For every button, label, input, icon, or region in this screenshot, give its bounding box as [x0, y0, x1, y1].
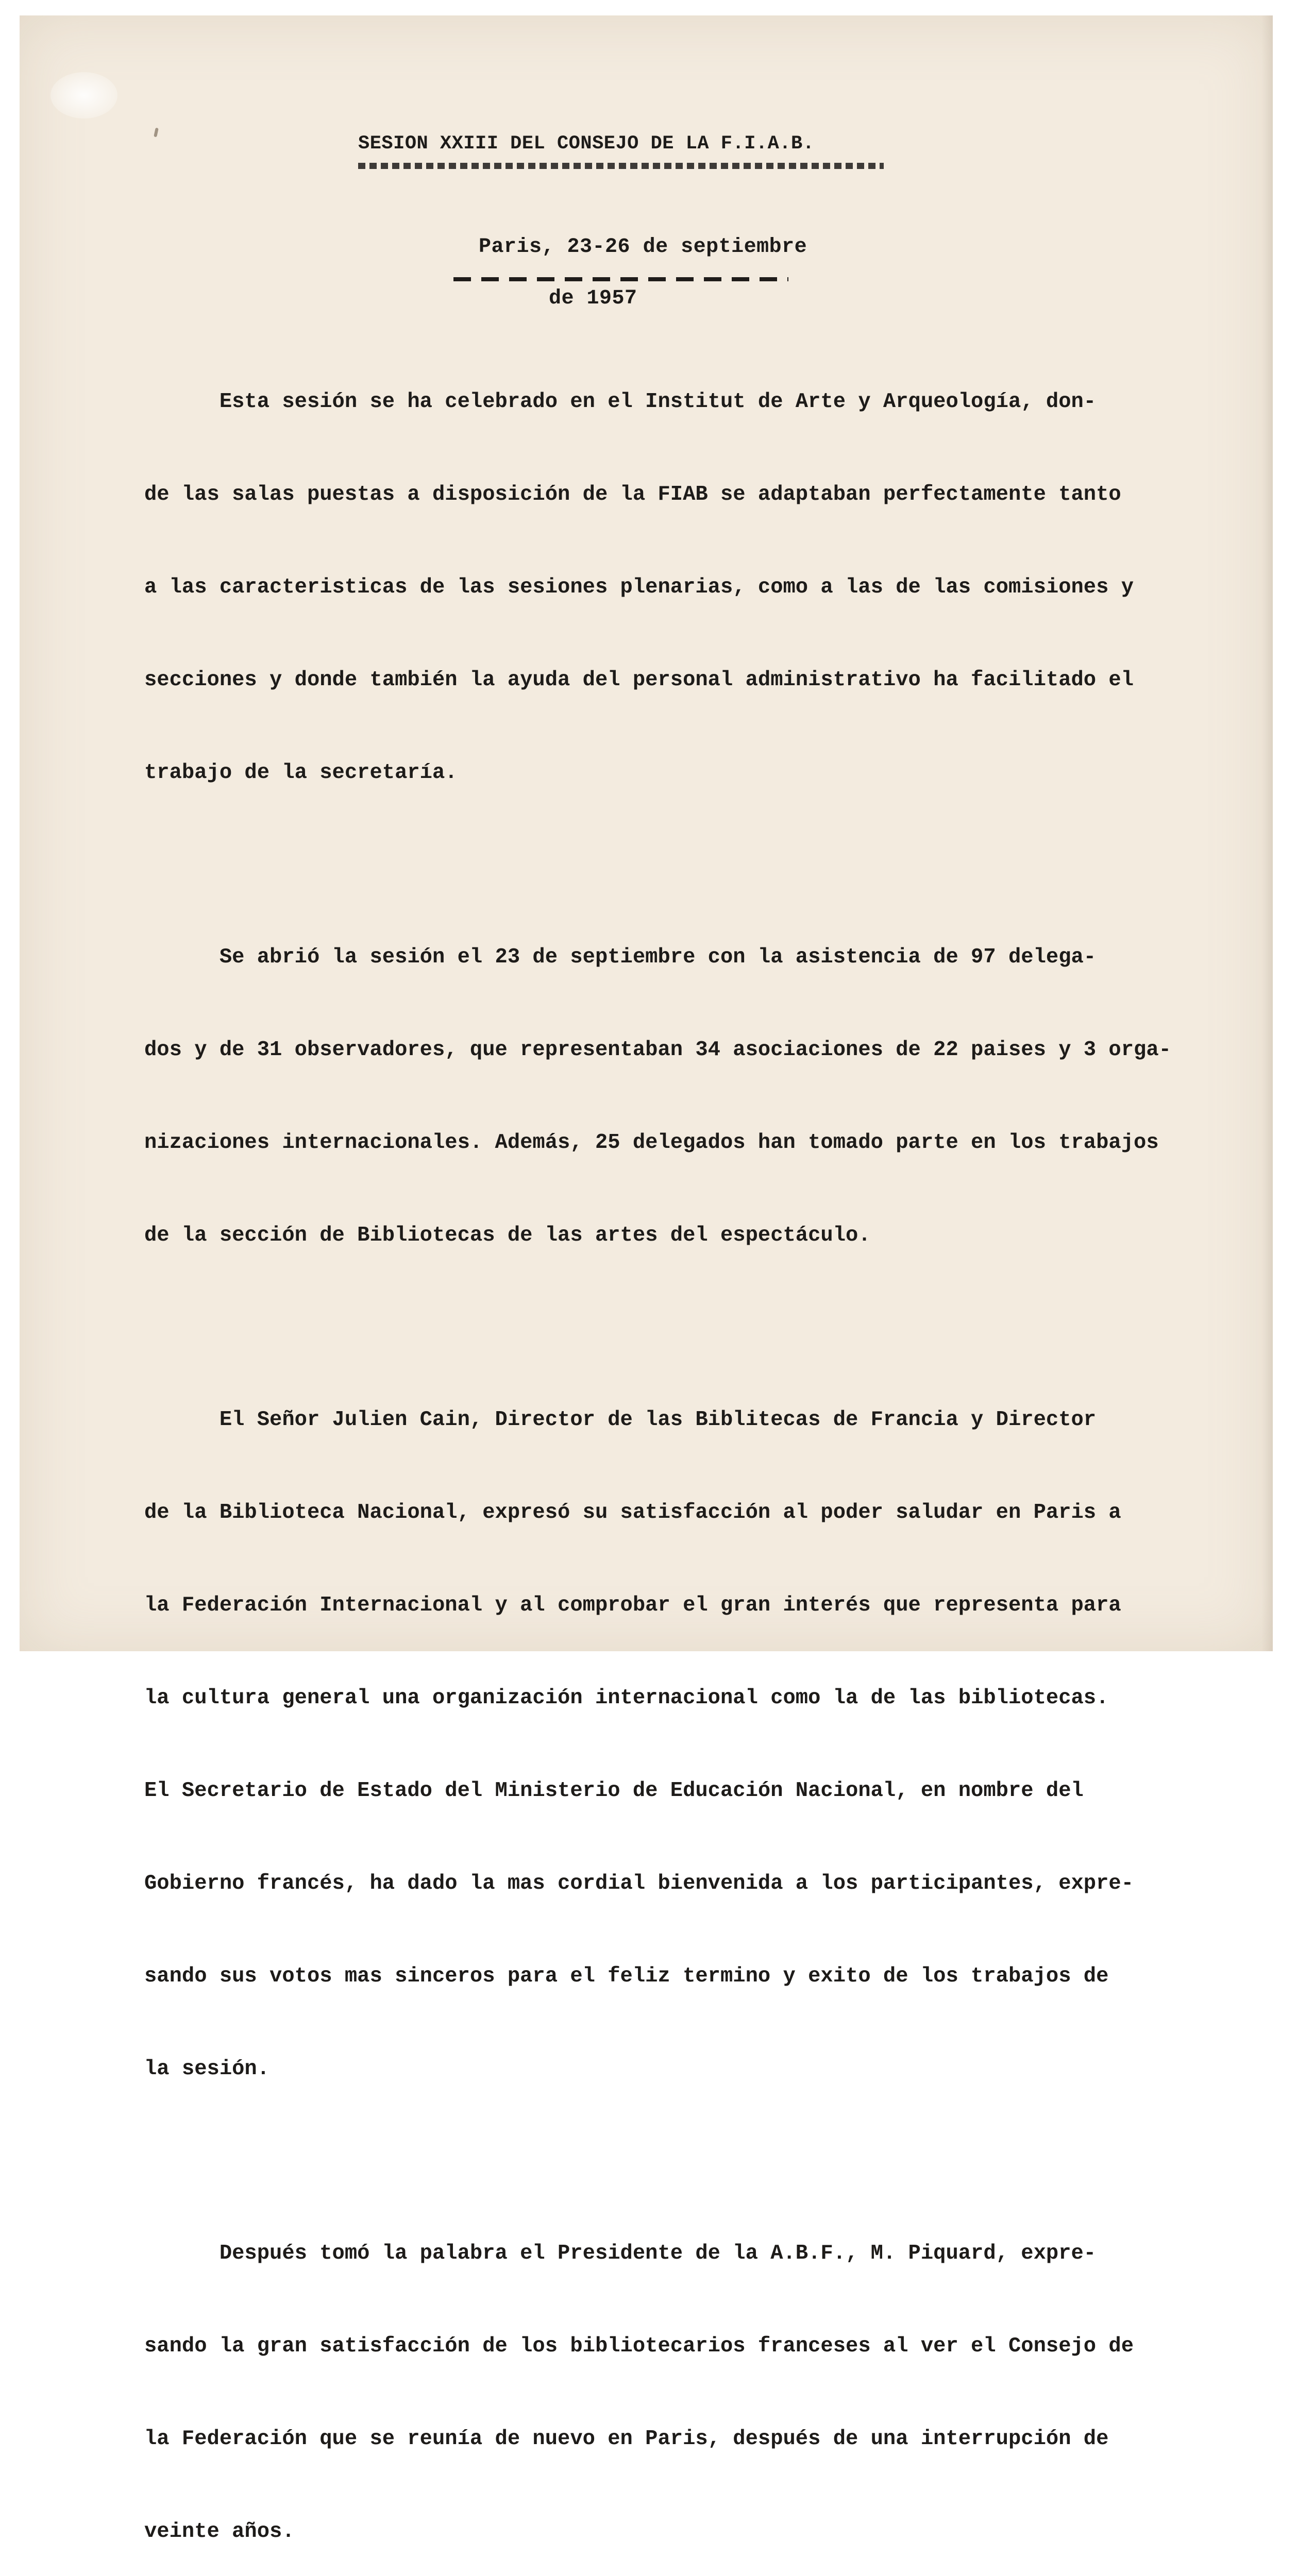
ink-mark — [154, 128, 159, 138]
document-body — [144, 325, 1247, 2576]
paper-stain — [50, 72, 117, 118]
paragraph-line: la sesión. — [144, 2057, 270, 2081]
paragraph-line: la Federación que se reunía de nuevo en Paris, después de una interrupción de — [144, 2427, 1109, 2451]
place-date-line-2: de 1957 — [549, 287, 637, 310]
paragraph-line: dos y de 31 observadores, que representaban 34 asociaciones de 22 paises y 3 orga- — [144, 1038, 1171, 1062]
paragraph-line: sando sus votos mas sinceros para el feliz termino y exito de los trabajos de — [144, 1964, 1109, 1988]
paragraph-line: la Federación Internacional y al comprobar el gran interés que representa para — [144, 1594, 1121, 1617]
paragraph-line: de la sección de Bibliotecas de las artes del espectáculo. — [144, 1224, 871, 1247]
paragraph-line: trabajo de la secretaría. — [144, 761, 458, 785]
paragraph-line: nizaciones internacionales. Además, 25 delegados han tomado parte en los trabajos — [144, 1131, 1159, 1155]
paragraph-line: de las salas puestas a disposición de la FIAB se adaptaban perfectamente tanto — [144, 483, 1121, 506]
paragraph-line: Gobierno francés, ha dado la mas cordial bienvenida a los participantes, expre- — [144, 1872, 1134, 1895]
place-date-line-1: Paris, 23-26 de septiembre — [479, 235, 807, 259]
dashed-separator — [453, 277, 788, 281]
paragraph-4 — [144, 2176, 1247, 2576]
paragraph-line: a las caracteristicas de las sesiones plenarias, como a las de las comisiones y — [144, 575, 1134, 599]
paragraph-line: sando la gran satisfacción de los bibliotecarios franceses al ver el Consejo de — [144, 2334, 1134, 2358]
paragraph-3 — [144, 1343, 1247, 2146]
paragraph-line: Después tomó la palabra el Presidente de la A.B.F., M. Piquard, expre- — [144, 2242, 1097, 2265]
title-double-underline — [358, 163, 884, 169]
page-edge-shadow — [1261, 15, 1273, 1651]
paragraph-line: Se abrió la sesión el 23 de septiembre con la asistencia de 97 delega- — [144, 945, 1097, 969]
place-date — [453, 209, 807, 337]
paragraph-line: El Secretario de Estado del Ministerio de Educación Nacional, en nombre del — [144, 1779, 1084, 1803]
paragraph-line: Esta sesión se ha celebrado en el Institut de Arte y Arqueología, don- — [144, 390, 1097, 414]
paragraph-line: secciones y donde también la ayuda del personal administrativo ha facilitado el — [144, 668, 1134, 692]
paragraph-line: veinte años. — [144, 2520, 295, 2544]
paragraph-line: El Señor Julien Cain, Director de las Biblitecas de Francia y Director — [144, 1408, 1097, 1432]
paragraph-line: de la Biblioteca Nacional, expresó su satisfacción al poder saludar en Paris a — [144, 1501, 1121, 1524]
paragraph-1 — [144, 325, 1247, 850]
document-title: SESION XXIII DEL CONSEJO DE LA F.I.A.B. — [358, 133, 815, 155]
paragraph-2 — [144, 880, 1247, 1313]
paragraph-line: la cultura general una organización internacional como la de las bibliotecas. — [144, 1686, 1109, 1710]
